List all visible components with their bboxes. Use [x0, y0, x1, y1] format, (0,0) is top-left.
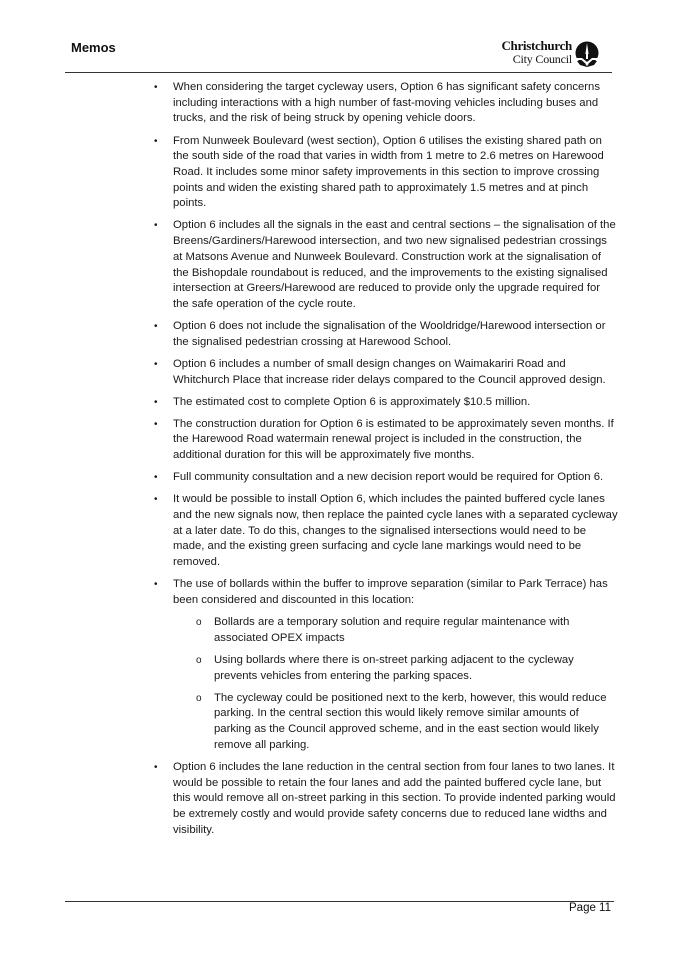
- bullet-marker: •: [154, 321, 158, 333]
- sub-bullet-marker: o: [196, 617, 202, 628]
- sub-list-item-text: Using bollards where there is on-street parking adjacent to the cycleway prevents vehicles from entering the parking spaces.: [214, 653, 574, 682]
- list-item-text: It would be possible to install Option 6, which includes the painted buffered cycle lanes and the new signals now, then replace the painted cycle lanes with a separated cycleway at a later date. To do this, changes to the signalised intersections would need to be made, and the existing green surfacing and cycle lane markings would need to be removed.: [173, 493, 618, 569]
- list-item-text: Full community consultation and a new decision report would be required for Option 6.: [173, 471, 604, 484]
- bullet-marker: •: [154, 220, 158, 232]
- page-number: Page 11: [569, 902, 611, 914]
- list-item: [154, 80, 618, 127]
- list-item-text: When considering the target cycleway users, Option 6 has significant safety concerns including interactions with a high number of fast-moving vehicles including buses and trucks, and the risk of being struck by opening vehicle doors.: [173, 81, 600, 125]
- list-item: [154, 134, 618, 213]
- bullet-marker: •: [154, 396, 158, 408]
- sub-list-item: [196, 653, 618, 684]
- list-item: [154, 218, 618, 312]
- sub-list-item-text: Bollards are a temporary solution and require regular maintenance with associated OPEX impacts: [214, 616, 570, 644]
- sub-list-item: [196, 691, 618, 754]
- bullet-marker: •: [154, 579, 158, 591]
- list-item: [154, 577, 618, 608]
- header-title: Memos: [71, 40, 116, 55]
- sub-bullet-marker: o: [196, 654, 202, 666]
- list-item-text: Option 6 does not include the signalisation of the Wooldridge/Harewood intersection or the signalised pedestrian crossing at Harewood School.: [173, 320, 606, 348]
- christchurch-city-council-logo: [496, 40, 602, 68]
- memo-body: [154, 80, 618, 845]
- header-divider: [65, 72, 612, 73]
- list-item-text: Option 6 includes a number of small design changes on Waimakariri Road and Whitchurch Place that increase rider delays compared to the Council approved design.: [173, 357, 606, 386]
- cathedral-logo-icon: [574, 41, 600, 67]
- list-item: [154, 319, 618, 350]
- bullet-marker: •: [154, 82, 158, 93]
- bullet-marker: •: [154, 761, 158, 773]
- list-item: [154, 357, 618, 388]
- bullet-marker: •: [154, 135, 158, 147]
- list-item-text: The estimated cost to complete Option 6 is approximately $10.5 million.: [173, 395, 531, 408]
- bullet-marker: •: [154, 358, 158, 370]
- list-item: [154, 417, 618, 464]
- list-item-text: From Nunweek Boulevard (west section), Option 6 utilises the existing shared path on the south side of the road that varies in width from 1 metre to 2.6 metres on Harewood Road. It includes some minor safety improvements in this section to improve crossing points and widen the existing shared path to approximately 1.5 metres and at pinch points.: [173, 134, 604, 210]
- bullet-marker: •: [154, 494, 158, 506]
- list-item: [154, 492, 618, 571]
- logo-line-2: City Council: [512, 52, 572, 66]
- list-item-text: The construction duration for Option 6 is estimated to be approximately seven months. If the Harewood Road watermain renewal project is included in the construction, the additional duration for this will be approximately five months.: [173, 417, 614, 462]
- list-item-text: The use of bollards within the buffer to improve separation (similar to Park Terrace) has been considered and discounted in this location:: [173, 578, 608, 606]
- bullet-marker: •: [154, 472, 158, 484]
- bullet-marker: •: [154, 418, 158, 430]
- list-item-text: Option 6 includes the lane reduction in the central section from four lanes to two lanes. It would be possible to retain the four lanes and add the painted buffered cycle lane, but this would remove all on-street parking in this section. To provide indented parking would be extremely costly and would provide safety concerns due to reduced lane widths and visibility.: [173, 760, 616, 836]
- list-item-text: Option 6 includes all the signals in the east and central sections – the signalisation of the Breens/Gardiners/Harewood intersection, and two new signalised pedestrian crossings at Matsons Avenue and Nunweek Boulevard. Construction work at the signalisation of the Bishopdale roundabout is reduced, and the improvements to the existing signalised intersection at Greers/Harewood are reduced to provide only the upgrade required for the safe operation of the cycle route.: [173, 219, 616, 310]
- footer-divider: [65, 901, 614, 902]
- list-item: [154, 395, 618, 411]
- logo-text: [501, 40, 572, 65]
- sub-list-item: [196, 615, 618, 646]
- list-item: [154, 760, 618, 839]
- list-item: [154, 470, 618, 486]
- sub-list-item-text: The cycleway could be positioned next to the kerb, however, this would reduce parking. In the central section this would likely remove similar amounts of parking as the Council approved scheme, and in the east section would likely remove all parking.: [214, 691, 607, 751]
- logo-line-1: Christchurch: [501, 38, 572, 53]
- sub-bullet-marker: o: [196, 692, 202, 704]
